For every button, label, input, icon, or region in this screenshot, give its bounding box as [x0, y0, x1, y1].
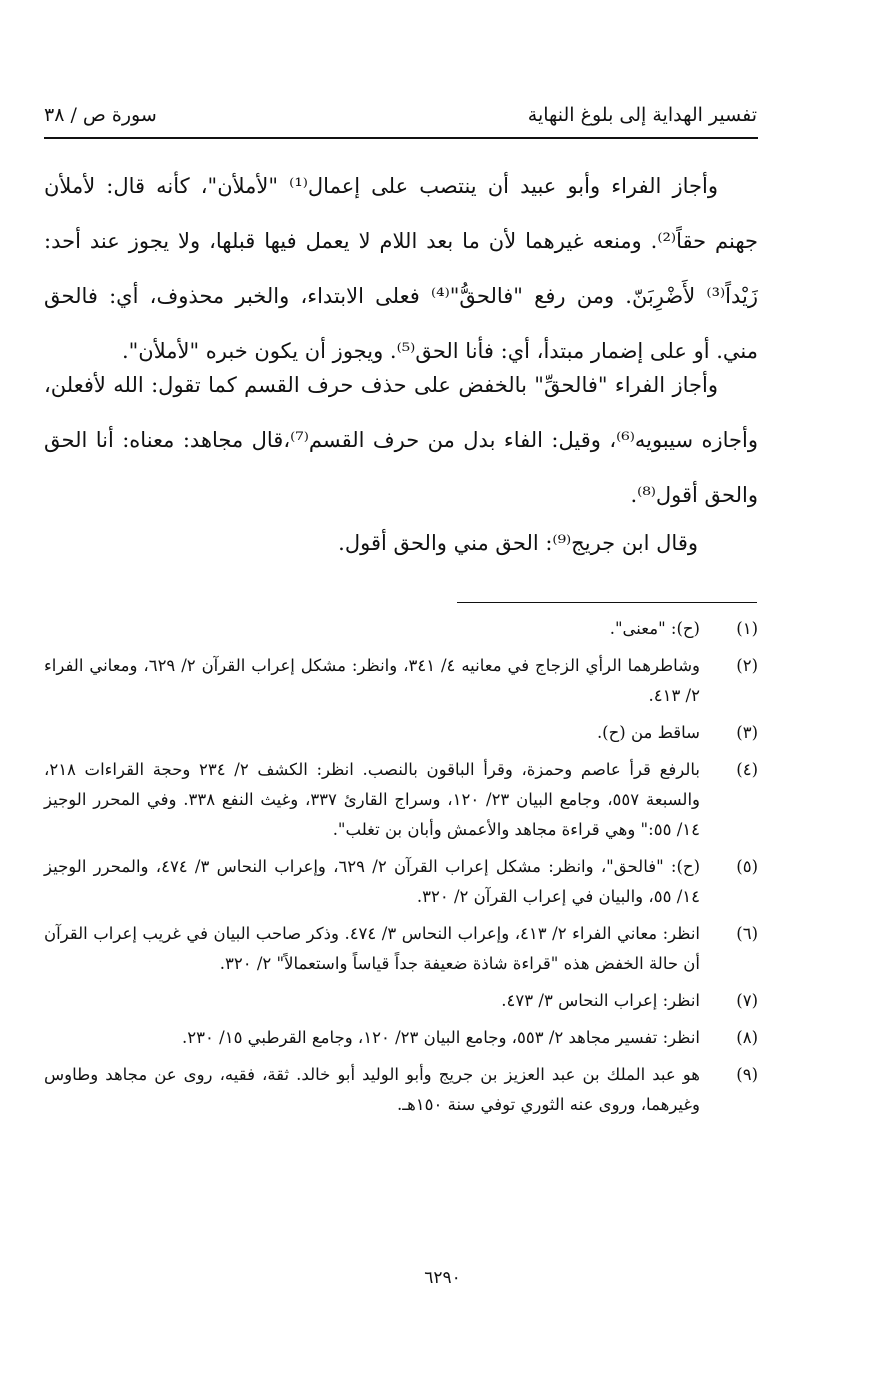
page-number: ٦٢٩٠ — [424, 1268, 461, 1288]
footnote-number: (٤) — [736, 760, 758, 779]
footnotes — [44, 614, 758, 1127]
footnote-text: وشاطرهما الرأي الزجاج في معانيه ٤/ ٣٤١، وانظر: مشكل إعراب القرآن ٢/ ٦٢٩، ومعاني الفراء ٢/ ٤١٣. — [44, 656, 700, 705]
footnote-text: (ح): "فالحق"، وانظر: مشكل إعراب القرآن ٢/ ٦٢٩، وإعراب النحاس ٣/ ٤٧٤، والمحرر الوجيز ١٤/ ٥٥، والبيان في إعراب القرآن ٢/ ٣٢٠. — [44, 857, 701, 906]
footnote-text: انظر: معاني الفراء ٢/ ٤١٣، وإعراب النحاس ٣/ ٤٧٤. وذكر صاحب البيان في غريب إعراب القرآن أن حالة الخفض هذه "قراءة شاذة ضعيفة جداً قياساً واستعمالاً" ٢/ ٣٢٠. — [44, 924, 700, 973]
footnote-number: (٨) — [736, 1028, 758, 1047]
body-paragraph-3: وقال ابن جريج⁽⁹⁾: الحق مني والحق أقول. — [338, 531, 698, 555]
footnote-text: انظر: تفسير مجاهد ٢/ ٥٥٣، وجامع البيان ٢٣/ ١٢٠، وجامع القرطبي ١٥/ ٢٣٠. — [182, 1028, 700, 1047]
footnote — [44, 852, 758, 912]
footnote — [44, 1023, 758, 1053]
footnote-number: (٩) — [736, 1065, 758, 1084]
footnote-text: بالرفع قرأ عاصم وحمزة، وقرأ الباقون بالنصب. انظر: الكشف ٢/ ٢٣٤ وحجة القراءات ٢١٨، والسبعة ٥٥٧، وجامع البيان ٢٣/ ١٢٠، وسراج القارئ ٣٣٧، وغيث النفع ٣٣٨. وفي المحرر الوجيز ١٤/ ٥٥:" وهي قراءة مجاهد والأعمش وأبان بن تغلب". — [44, 760, 700, 839]
footnote — [44, 986, 758, 1016]
footnote-text: (ح): "معنى". — [609, 619, 700, 638]
header-rule — [44, 137, 758, 139]
footnote — [44, 651, 758, 711]
body-paragraph-2: وأجاز الفراء "فالحقِّ" بالخفض على حذف حرف القسم كما تقول: الله لأفعلن، وأجازه سيبويه⁽⁶⁾، وقيل: الفاء بدل من حرف القسم⁽⁷⁾،قال مجاهد: معناه: أنا الحق والحق أقول⁽⁸⁾. — [44, 373, 758, 507]
body-paragraph-1: وأجاز الفراء وأبو عبيد أن ينتصب على إعمال⁽¹⁾ "لأملأن"، كأنه قال: لأملأن جهنم حقاً⁽²⁾. ومنعه غيرهما لأن ما بعد اللام لا يعمل فيها قبلها، ولا يجوز عند أحد: زَيْداً⁽³⁾ لأَضْرِبَنّ. ومن رفع "فالحقُّ"⁽⁴⁾ فعلى الابتداء، والخبر محذوف، أي: فالحق مني. أو على إضمار مبتدأ، أي: فأنا الحق⁽⁵⁾. ويجوز أن يكون خبره "لأملأن". — [44, 174, 758, 363]
footnote-number: (١) — [736, 619, 758, 638]
footnote — [44, 1060, 758, 1120]
footnote — [44, 755, 758, 845]
footnote-number: (٣) — [736, 723, 758, 742]
footnote — [44, 614, 758, 644]
footnote-text: انظر: إعراب النحاس ٣/ ٤٧٣. — [501, 991, 700, 1010]
footnote-text: ساقط من (ح). — [596, 723, 700, 742]
footnote-separator — [457, 602, 757, 603]
footnote — [44, 718, 758, 748]
footnote-number: (٧) — [736, 991, 758, 1010]
footnote-number: (٥) — [736, 857, 758, 876]
footnote-number: (٦) — [736, 924, 758, 943]
footnote-number: (٢) — [736, 656, 758, 675]
footnote — [44, 919, 758, 979]
running-header-title: تفسير الهداية إلى بلوغ النهاية — [527, 104, 757, 126]
running-header-chapter: سورة ص / ٣٨ — [44, 104, 157, 126]
footnote-text: هو عبد الملك بن عبد العزيز بن جريج وأبو الوليد أبو خالد. ثقة، فقيه، روى عن مجاهد وطاوس وغيرهما، وروى عنه الثوري توفي سنة ١٥٠هـ. — [44, 1065, 700, 1114]
